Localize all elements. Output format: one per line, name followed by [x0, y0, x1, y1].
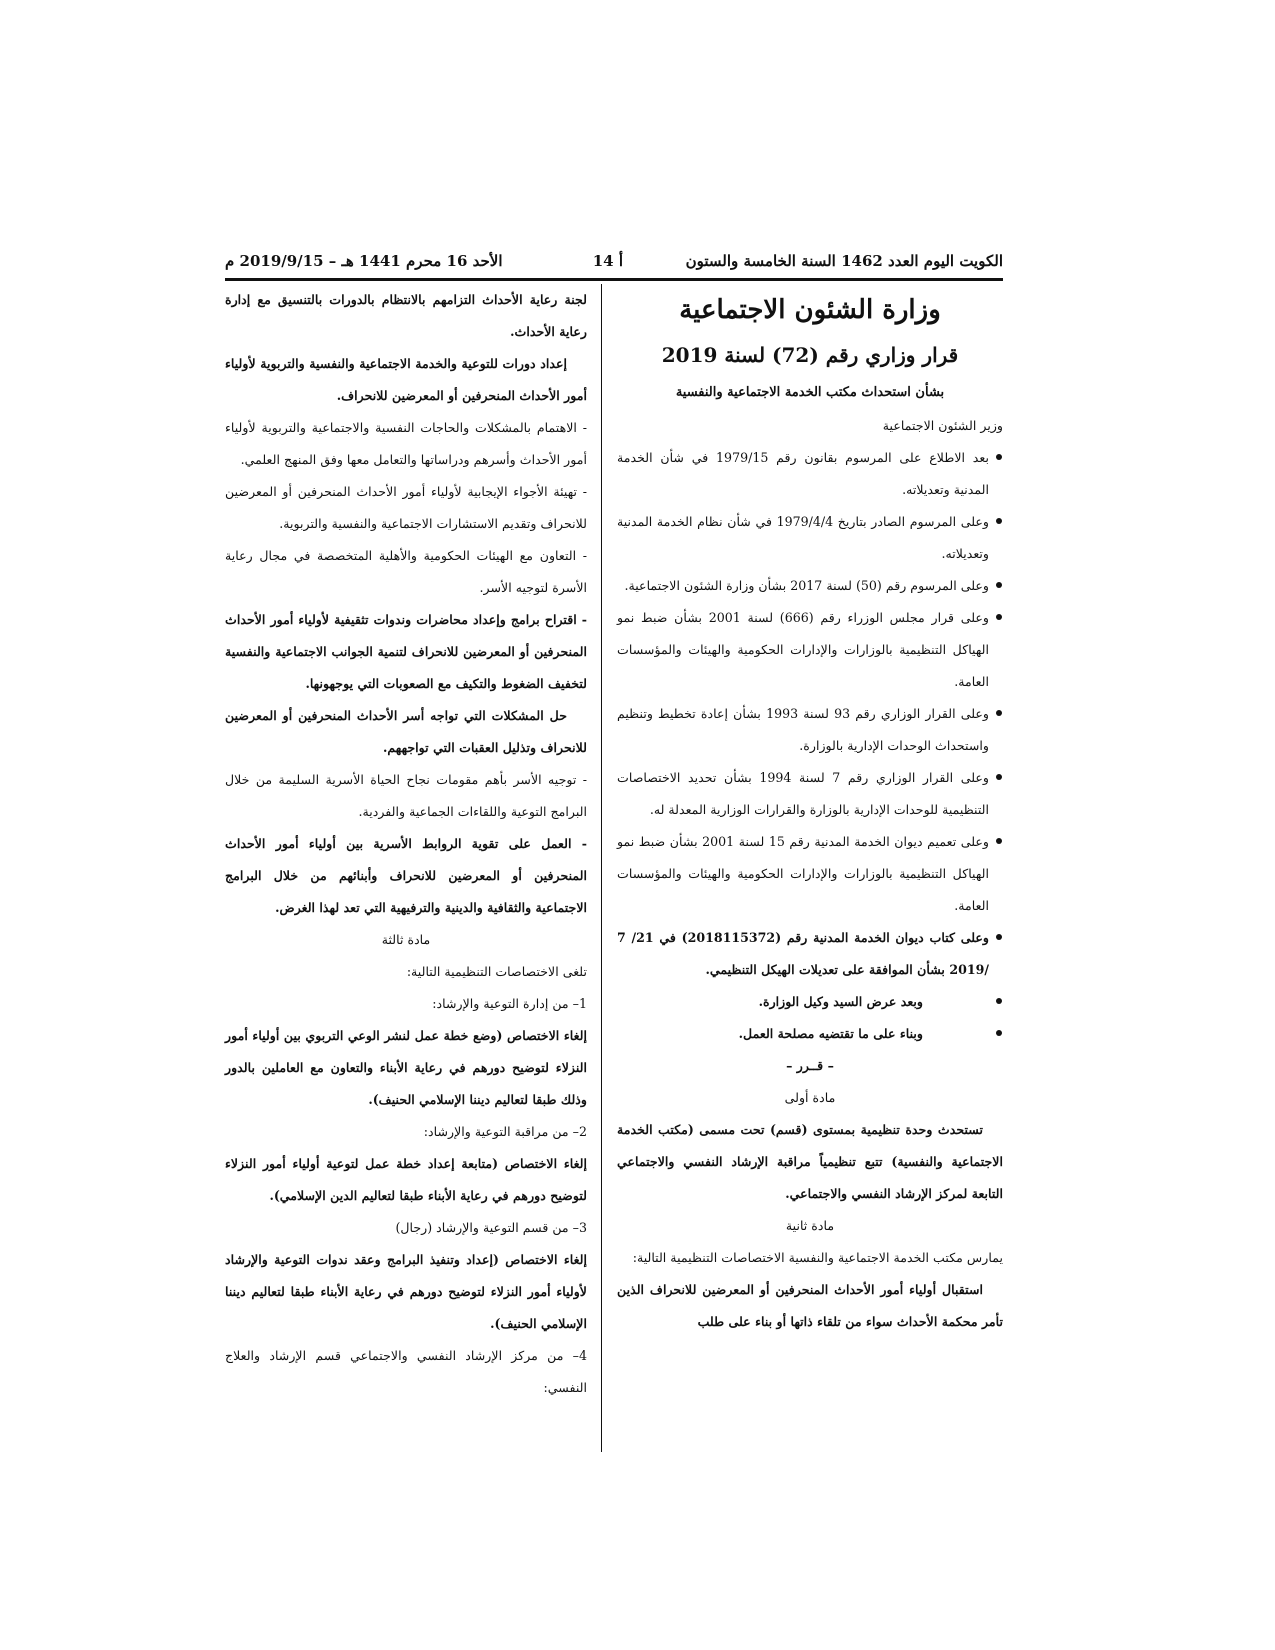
header-page-number: أ 14: [592, 252, 623, 270]
preamble-item: وعلى القرار الوزاري رقم 93 لسنة 1993 بشأن إعادة تخطيط وتنظيم واستحداث الوحدات الإدارية بالوزارة.: [617, 698, 1003, 762]
preamble-item: وعلى القرار الوزاري رقم 7 لسنة 1994 بشأن تحديد الاختصاصات التنظيمية للوحدات الإدارية بالوزارة والقرارات الوزارية المعدلة له.: [617, 762, 1003, 826]
decree-title: قرار وزاري رقم (72) لسنة 2019: [661, 343, 959, 367]
section-text: إلغاء الاختصاص (إعداد وتنفيذ البرامج وعقد ندوات التوعية والإرشاد لأولياء أمور النزلاء لتوضيح دورهم في رعاية الأبناء طبقا لتعاليم ديننا الإسلامي الحنيف).: [225, 1252, 587, 1331]
header-issue-info: الكويت اليوم العدد 1462 السنة الخامسة والستون: [685, 252, 1003, 270]
list-item: - تهيئة الأجواء الإيجابية لأولياء أمور الأحداث المنحرفين أو المعرضين للانحراف وتقديم الاستشارات الاجتماعية والنفسية والتربوية.: [225, 484, 587, 531]
preamble-item: وبناء على ما تقتضيه مصلحة العمل.: [617, 1018, 1003, 1050]
list-item: - الاهتمام بالمشكلات والحاجات النفسية والاجتماعية والتربوية لأولياء أمور الأحداث وأسرهم ودراساتها والتعامل معها وفق المنهج العلمي.: [225, 420, 587, 467]
article-3-intro: تلغى الاختصاصات التنظيمية التالية:: [406, 964, 587, 979]
list-item: - التعاون مع الهيئات الحكومية والأهلية المتخصصة في مجال رعاية الأسرة لتوجيه الأسر.: [225, 548, 587, 595]
issuer: وزير الشئون الاجتماعية: [882, 418, 1003, 433]
preamble-item: وعلى المرسوم رقم (50) لسنة 2017 بشأن وزارة الشئون الاجتماعية.: [617, 570, 1003, 602]
list-item: حل المشكلات التي تواجه أسر الأحداث المنحرفين أو المعرضين للانحراف وتذليل العقبات التي تواجههم.: [225, 708, 587, 755]
section-text: إلغاء الاختصاص (وضع خطة عمل لنشر الوعي التربوي بين أولياء أمور النزلاء لتوضيح دورهم في رعاية الأبناء والتعاون مع العاملين بالدور وذلك طبقا لتعاليم ديننا الإسلامي الحنيف).: [225, 1028, 587, 1107]
article-2-first-item: استقبال أولياء أمور الأحداث المنحرفين أو المعرضين للانحراف الذين تأمر محكمة الأحداث سواء من تلقاء ذاتها أو بناء على طلب: [617, 1282, 1003, 1329]
preamble-item: وبعد عرض السيد وكيل الوزارة.: [617, 986, 1003, 1018]
article-2-intro: يمارس مكتب الخدمة الاجتماعية والنفسية الاختصاصات التنظيمية التالية:: [632, 1250, 1003, 1265]
section-heading: 3– من قسم التوعية والإرشاد (رجال): [395, 1220, 587, 1235]
decree-subject: بشأن استحداث مكتب الخدمة الاجتماعية والنفسية: [675, 385, 945, 400]
list-item: إعداد دورات للتوعية والخدمة الاجتماعية والنفسية والتربوية لأولياء أمور الأحداث المنحرفين أو المعرضين للانحراف.: [225, 356, 587, 403]
right-column: [617, 284, 1003, 1338]
header-rule: [225, 278, 1003, 281]
article-1-text: تستحدث وحدة تنظيمية بمستوى (قسم) تحت مسمى (مكتب الخدمة الاجتماعية والنفسية) تتبع تنظيمياً مراقبة الإرشاد النفسي والاجتماعي التابعة لمركز الإرشاد النفسي والاجتماعي.: [617, 1122, 1003, 1201]
page-header: [225, 248, 1003, 276]
section-text: إلغاء الاختصاص (متابعة إعداد خطة عمل لتوعية أولياء أمور النزلاء لتوضيح دورهم في رعاية الأبناء طبقا لتعاليم الدين الإسلامي).: [225, 1156, 587, 1203]
article-3-title: مادة ثالثة: [381, 932, 431, 947]
article-2-title: مادة ثانية: [785, 1218, 835, 1233]
column-divider: [601, 284, 602, 1452]
header-date: الأحد 16 محرم 1441 هـ – 2019/9/15 م: [225, 252, 503, 270]
list-item: - العمل على تقوية الروابط الأسرية بين أولياء أمور الأحداث المنحرفين أو المعرضين للانحراف وأبنائهم من خلال البرامج الاجتماعية والثقافية والدينية والترفيهية التي تعد لهذا الغرض.: [225, 836, 587, 915]
continuation-text: لجنة رعاية الأحداث التزامهم بالانتظام بالدورات بالتنسيق مع إدارة رعاية الأحداث.: [225, 292, 587, 339]
section-heading: 4– من مركز الإرشاد النفسي والاجتماعي قسم الإرشاد والعلاج النفسي:: [225, 1348, 587, 1395]
list-item: - اقتراح برامج وإعداد محاضرات وندوات تثقيفية لأولياء أمور الأحداث المنحرفين أو المعرضين للانحراف لتنمية الجوانب الاجتماعية والنفسية لتخفيف الضغوط والتكيف مع الصعوبات التي يوجهونها.: [225, 612, 587, 691]
section-heading: 1– من إدارة التوعية والإرشاد:: [432, 996, 587, 1011]
left-column: [225, 284, 587, 1404]
preamble-item: وعلى قرار مجلس الوزراء رقم (666) لسنة 2001 بشأن ضبط نمو الهياكل التنظيمية بالوزارات والإدارات الحكومية والهيئات والمؤسسات العامة.: [617, 602, 1003, 698]
preamble-item: بعد الاطلاع على المرسوم بقانون رقم 1979/15 في شأن الخدمة المدنية وتعديلاته.: [617, 442, 1003, 506]
ministry-title: وزارة الشئون الاجتماعية: [679, 295, 941, 325]
preamble-item: وعلى كتاب ديوان الخدمة المدنية رقم (2018115372) في 21/ 7 /2019 بشأن الموافقة على تعديلات الهيكل التنظيمي.: [617, 922, 1003, 986]
preamble-item: وعلى المرسوم الصادر بتاريخ 1979/4/4 في شأن نظام الخدمة المدنية وتعديلاته.: [617, 506, 1003, 570]
section-heading: 2– من مراقبة التوعية والإرشاد:: [423, 1124, 587, 1139]
decides-heading: – قــرر –: [786, 1058, 834, 1073]
preamble-item: وعلى تعميم ديوان الخدمة المدنية رقم 15 لسنة 2001 بشأن ضبط نمو الهياكل التنظيمية بالوزارات والإدارات الحكومية والهيئات والمؤسسات العامة.: [617, 826, 1003, 922]
article-1-title: مادة أولى: [784, 1090, 836, 1105]
list-item: - توجيه الأسر بأهم مقومات نجاح الحياة الأسرية السليمة من خلال البرامج التوعية واللقاءات الجماعية والفردية.: [225, 772, 587, 819]
